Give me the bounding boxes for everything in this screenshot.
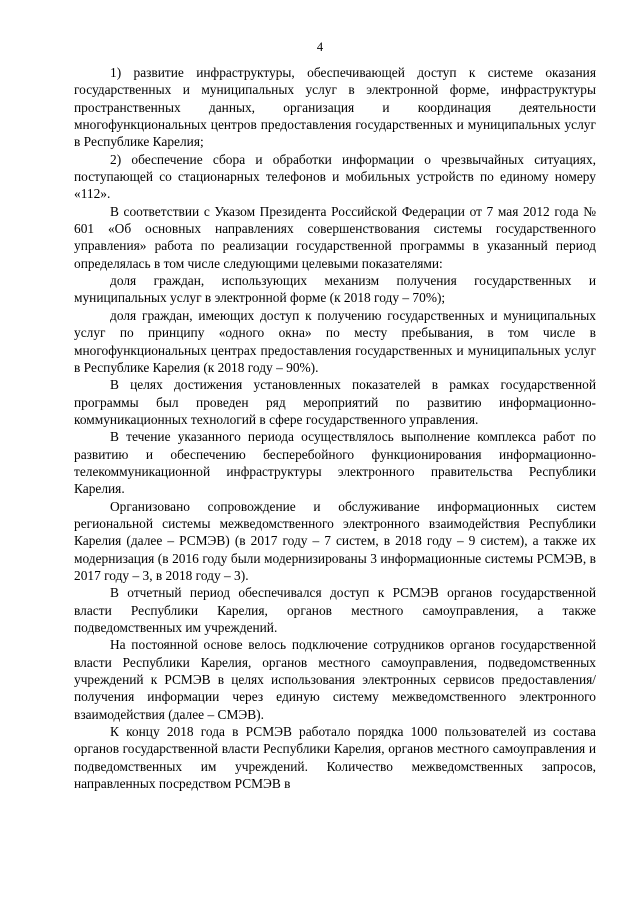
paragraph-indicator-one-window: доля граждан, имеющих доступ к получению государственных и муниципальных услуг по принципу «одного окна» по месту пребывания, в том числе в многофункциональных центрах предоставления государственных и муниципальных услуг в Республике Карелия (к 2018 году – 90%). (74, 307, 596, 375)
paragraph-ict-measures: В целях достижения установленных показателей в рамках государственной программы был проведен ряд мероприятий по развитию информационно-коммуникационных технологий в сфере государственного управления. (74, 377, 596, 427)
paragraph-rsmev-users: К концу 2018 года в РСМЭВ работало порядка 1000 пользователей из состава органов государственной власти Республики Карелия, органов местного самоуправления и подведомственных им учреждений. Количество межведомственных запросов, направленных посредством РСМЭВ в (74, 724, 596, 792)
document-body (74, 64, 596, 792)
paragraph-e-government-infrastructure: В течение указанного периода осуществлялось выполнение комплекса работ по развитию и обеспечению бесперебойного функционирования информационно-телекоммуникационной инфраструктуры электронного правительства Республики Карелия. (74, 429, 596, 497)
paragraph-infrastructure: 1) развитие инфраструктуры, обеспечивающей доступ к системе оказания государственных и муниципальных услуг в электронной форме, инфраструктуры пространственных данных, организация и координация деятельности многофункциональных центров предоставления государственных и муниципальных услуг в Республике Карелия; (74, 65, 596, 150)
paragraph-rsmev-systems: Организовано сопровождение и обслуживание информационных систем региональной системы межведомственного электронного взаимодействия Республики Карелия (далее – РСМЭВ) (в 2017 году – 7 систем, в 2018 году – 9 систем), а также их модернизация (в 2016 году были модернизированы 3 информационные системы РСМЭВ, в 2017 году – 3, в 2018 году – 3). (74, 498, 596, 583)
page-number: 4 (316, 40, 324, 54)
paragraph-employee-connection: На постоянной основе велось подключение сотрудников органов государственной власти Республики Карелия, органов местного самоуправления, подведомственных учреждений к РСМЭВ в целях использования электронных сервисов предоставления/получения информации через единую систему межведомственного электронного взаимодействия (далее – СМЭВ). (74, 637, 596, 722)
paragraph-rsmev-access: В отчетный период обеспечивался доступ к РСМЭВ органов государственной власти Республики Карелия, органов местного самоуправления, а также подведомственных им учреждений. (74, 585, 596, 635)
paragraph-presidential-decree: В соответствии с Указом Президента Российской Федерации от 7 мая 2012 года № 601 «Об основных направлениях совершенствования системы государственного управления» работа по реализации государственной программы в указанный период определялась в том числе следующими целевыми показателями: (74, 203, 596, 271)
paragraph-emergency-112: 2) обеспечение сбора и обработки информации о чрезвычайных ситуациях, поступающей со стационарных телефонов и мобильных устройств по единому номеру «112». (74, 151, 596, 202)
paragraph-indicator-electronic-services: доля граждан, использующих механизм получения государственных и муниципальных услуг в электронной форме (к 2018 году – 70%); (74, 273, 596, 306)
